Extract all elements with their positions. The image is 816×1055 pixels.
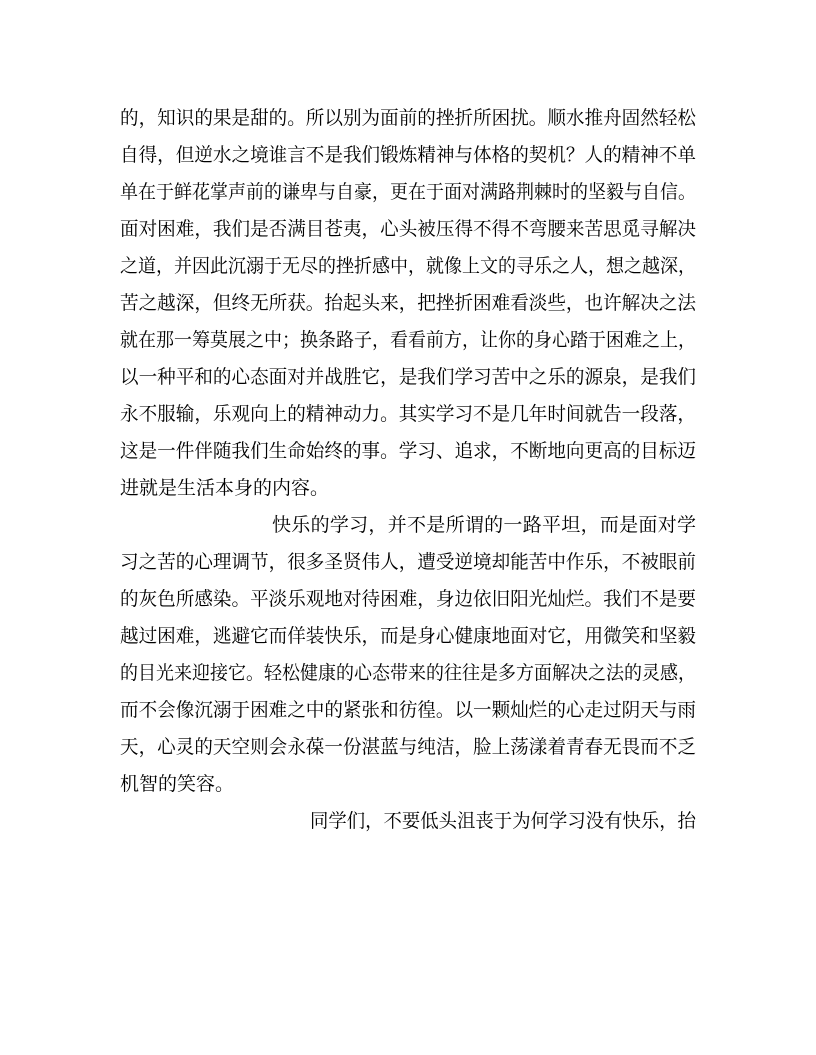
paragraph-2-line-8: 机智的笑容。 — [120, 773, 235, 795]
paragraph-1-line-10: 这是一件伴随我们生命始终的事。学习、追求，不断地向更高的目标迈 — [120, 440, 697, 462]
paragraph-1-line-8: 以一种平和的心态面对并战胜它，是我们学习苦中之乐的源泉，是我们 — [120, 366, 697, 388]
paragraph-2-line-3: 的灰色所感染。平淡乐观地对待困难，身边依旧阳光灿烂。我们不是要 — [120, 588, 697, 610]
paragraph-2-line-5: 的目光来迎接它。轻松健康的心态带来的往往是多方面解决之法的灵感， — [120, 662, 697, 684]
paragraph-2-line-1: 快乐的学习，并不是所谓的一路平坦，而是面对学 — [272, 514, 697, 536]
paragraph-2-line-7: 天，心灵的天空则会永葆一份湛蓝与纯洁，脸上荡漾着青春无畏而不乏 — [120, 736, 697, 758]
paragraph-2-line-6: 而不会像沉溺于困难之中的紧张和彷徨。以一颗灿烂的心走过阴天与雨 — [120, 699, 697, 721]
paragraph-1-line-9: 永不服输，乐观向上的精神动力。其实学习不是几年时间就告一段落， — [120, 403, 697, 425]
paragraph-2-line-4: 越过困难，逃避它而佯装快乐，而是身心健康地面对它，用微笑和坚毅 — [120, 625, 697, 647]
paragraph-1-line-11: 进就是生活本身的内容。 — [120, 477, 330, 499]
paragraph-3-line-1: 同学们，不要低头沮丧于为何学习没有快乐，抬 — [310, 810, 697, 832]
paragraph-1-line-2: 自得，但逆水之境谁言不是我们锻炼精神与体格的契机？人的精神不单 — [120, 144, 697, 166]
paragraph-1-line-4: 面对困难，我们是否满目苍夷，心头被压得不得不弯腰来苦思觅寻解决 — [120, 218, 697, 240]
paragraph-1-line-5: 之道，并因此沉溺于无尽的挫折感中，就像上文的寻乐之人，想之越深， — [120, 255, 697, 277]
paragraph-1-line-3: 单在于鲜花掌声前的谦卑与自豪，更在于面对满路荆棘时的坚毅与自信。 — [120, 181, 697, 203]
paragraph-1-line-6: 苦之越深，但终无所获。抬起头来，把挫折困难看淡些，也许解决之法 — [120, 292, 697, 314]
paragraph-2-line-2: 习之苦的心理调节，很多圣贤伟人，遭受逆境却能苦中作乐，不被眼前 — [120, 551, 697, 573]
body-text — [120, 100, 696, 840]
paragraph-1-line-7: 就在那一筹莫展之中；换条路子，看看前方，让你的身心踏于困难之上， — [120, 329, 697, 351]
paragraph-1-line-1: 的，知识的果是甜的。所以别为面前的挫折所困扰。顺水推舟固然轻松 — [120, 107, 697, 129]
